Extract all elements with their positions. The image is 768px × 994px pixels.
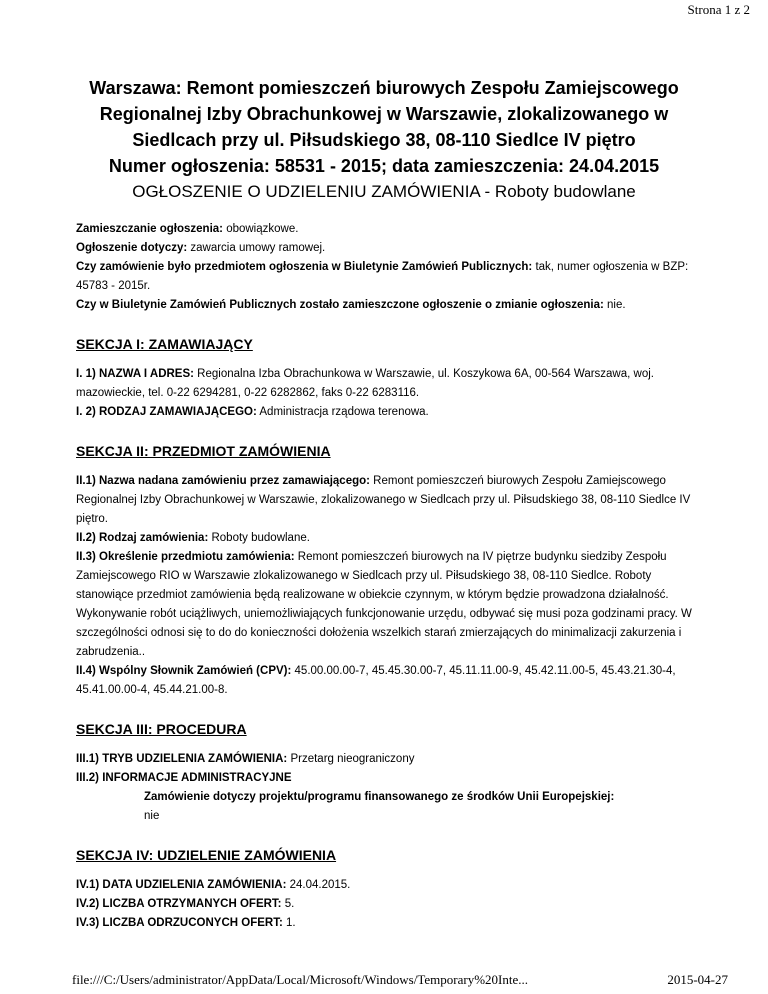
footer-url: file:///C:/Users/administrator/AppData/Local/Microsoft/Windows/Temporary%20Inte... <box>72 972 528 987</box>
section-item <box>76 662 696 700</box>
page-number: Strona 1 z 2 <box>687 2 750 17</box>
title-line-1: Warszawa: Remont pomieszczeń biurowych Zespołu Zamiejscowego <box>89 78 679 98</box>
item-value: Administracja rządowa terenowa. <box>256 406 429 418</box>
meta-value: tak, numer ogłoszenia w BZP: 45783 - 2015r. <box>76 261 689 292</box>
section-item <box>76 365 696 403</box>
notice-type: OGŁOSZENIE O UDZIELENIU ZAMÓWIENIA - Roboty budowlane <box>132 182 636 201</box>
meta-block <box>76 220 696 315</box>
notice-content <box>76 220 696 933</box>
item-label: IV.3) LICZBA ODRZUCONYCH OFERT: <box>76 917 283 929</box>
title-line-3: Siedlcach przy ul. Piłsudskiego 38, 08-110 Siedlce IV piętro <box>132 130 636 150</box>
meta-value: zawarcia umowy ramowej. <box>187 242 326 254</box>
meta-item <box>76 296 696 315</box>
page-footer <box>72 972 728 988</box>
meta-label: Ogłoszenie dotyczy: <box>76 242 188 254</box>
item-value: Przetarg nieograniczony <box>287 753 415 765</box>
section-heading-3: SEKCJA III: PROCEDURA <box>76 721 247 737</box>
item-label: I. 1) NAZWA I ADRES: <box>76 368 194 380</box>
meta-label: Czy w Biuletynie Zamówień Publicznych zostało zamieszczone ogłoszenie o zmianie ogłoszenia: <box>76 299 604 311</box>
item-value: 24.04.2015. <box>286 879 351 891</box>
eu-funding-answer: nie <box>144 810 160 822</box>
section-item <box>76 548 696 662</box>
meta-value: obowiązkowe. <box>223 223 299 235</box>
section-heading-2: SEKCJA II: PRZEDMIOT ZAMÓWIENIA <box>76 443 331 459</box>
item-label: IV.2) LICZBA OTRZYMANYCH OFERT: <box>76 898 282 910</box>
item-label: II.2) Rodzaj zamówienia: <box>76 532 209 544</box>
section-item <box>76 403 696 422</box>
meta-label: Zamieszczanie ogłoszenia: <box>76 223 223 235</box>
meta-label: Czy zamówienie było przedmiotem ogłoszenia w Biuletynie Zamówień Publicznych: <box>76 261 533 273</box>
item-label: II.3) Określenie przedmiotu zamówienia: <box>76 551 295 563</box>
item-label: II.1) Nazwa nadana zamówieniu przez zamawiającego: <box>76 475 370 487</box>
item-value: Roboty budowlane. <box>208 532 310 544</box>
title-line-4: Numer ogłoszenia: 58531 - 2015; data zamieszczenia: 24.04.2015 <box>108 156 660 176</box>
meta-value: nie. <box>603 299 626 311</box>
section-item <box>76 876 696 895</box>
section-item <box>76 472 696 529</box>
item-label: IV.1) DATA UDZIELENIA ZAMÓWIENIA: <box>76 879 287 891</box>
item-value: 45.00.00.00-7, 45.45.30.00-7, 45.11.11.00-9, 45.42.11.00-5, 45.43.21.30-4, 45.41.00.00-4, 45.44.21.00-8. <box>76 665 676 696</box>
notice-title <box>40 75 728 205</box>
item-value: Remont pomieszczeń biurowych Zespołu Zamiejscowego Regionalnej Izby Obrachunkowej w Warszawie, zlokalizowanego w Siedlcach przy ul. Piłsudskiego 38, 08-110 Siedlce IV piętro. <box>76 475 691 525</box>
item-label: III.2) INFORMACJE ADMINISTRACYJNE <box>76 772 292 784</box>
item-label: I. 2) RODZAJ ZAMAWIAJĄCEGO: <box>76 406 257 418</box>
item-value: Remont pomieszczeń biurowych na IV piętrze budynku siedziby Zespołu Zamiejscowego RIO w Warszawie zlokalizowanego w Siedlcach przy ul. Piłsudskiego 38, 08-110 Siedlce. Roboty stanowiące przedmiot zamówienia będą realizowane w obiekcie czynnym, w którym będzie prowadzona działalność. Wykonywanie robót uciążliwych, uniemożliwiających funkcjonowanie urzędu, odbywać się musi poza godzinami pracy. W szczególności odnosi się to do do konieczności dołożenia wszelkich starań zmierzających do minimalizacji zakurzenia i zabrudzenia.. <box>76 551 692 658</box>
item-label: III.1) TRYB UDZIELENIA ZAMÓWIENIA: <box>76 753 288 765</box>
item-value: 1. <box>282 917 296 929</box>
item-value: Regionalna Izba Obrachunkowa w Warszawie, ul. Koszykowa 6A, 00-564 Warszawa, woj. mazowieckie, tel. 0-22 6294281, 0-22 6282862, faks 0-22 6283116. <box>76 368 654 399</box>
meta-item <box>76 239 696 258</box>
item-value: 5. <box>281 898 295 910</box>
section-item <box>76 750 696 769</box>
section-heading-1: SEKCJA I: ZAMAWIAJĄCY <box>76 336 253 352</box>
meta-item <box>76 220 696 239</box>
section-heading-4: SEKCJA IV: UDZIELENIE ZAMÓWIENIA <box>76 847 337 863</box>
item-label: II.4) Wspólny Słownik Zamówień (CPV): <box>76 665 292 677</box>
title-line-2: Regionalnej Izby Obrachunkowej w Warszawie, zlokalizowanego w <box>99 104 669 124</box>
meta-item <box>76 258 696 296</box>
section-item <box>76 769 696 788</box>
footer-date: 2015-04-27 <box>667 972 728 987</box>
eu-funding-question: Zamówienie dotyczy projektu/programu finansowanego ze środków Unii Europejskiej: <box>144 791 615 803</box>
section-item <box>76 914 696 933</box>
section-item <box>76 895 696 914</box>
section-item <box>76 529 696 548</box>
